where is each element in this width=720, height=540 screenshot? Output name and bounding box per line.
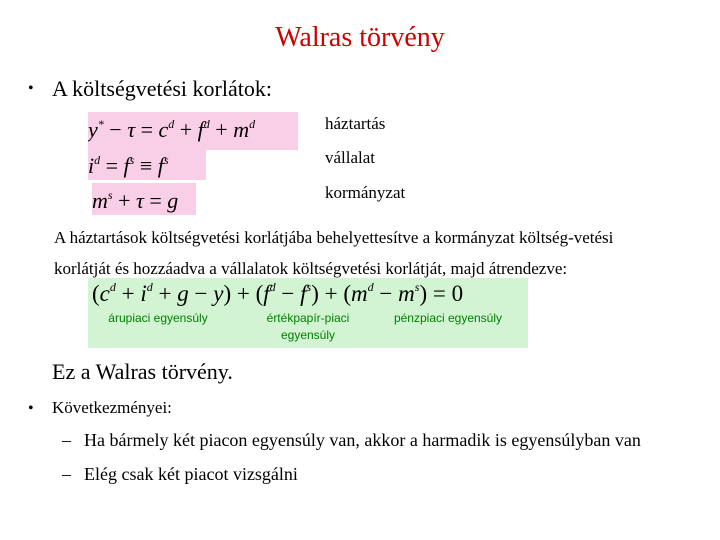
firm-equation: $i^d = f^s \equiv f^s$ — [88, 148, 206, 180]
label-securities-market-2: egyensúly — [280, 328, 336, 342]
label-government: kormányzat — [325, 183, 406, 202]
consequence-dash: – — [62, 430, 71, 450]
paragraph-line-2: korlátját és hozzáadva a vállalatok költségvetési korlátját, majd átrendezve: — [54, 259, 568, 278]
bullet-dot: • — [28, 80, 34, 97]
bullet-constraints: A költségvetési korlátok: — [52, 76, 272, 101]
walras-statement: Ez a Walras törvény. — [52, 359, 233, 384]
consequence-dash: – — [62, 464, 71, 484]
label-firm: vállalat — [325, 148, 376, 167]
bullet-dot: • — [28, 400, 34, 417]
household-equation: $y^* - \tau = c^d + f^d + m^d$ — [88, 112, 298, 150]
combined-equation-box — [88, 278, 528, 348]
paragraph-line-1: A háztartások költségvetési korlátjába behelyettesítve a kormányzat költség-vetési — [54, 228, 614, 247]
label-money-market: pénzpiaci egyensúly — [393, 311, 503, 325]
label-securities-market-1: értékpapír-piaci — [266, 311, 350, 325]
slide-title: Walras törvény — [275, 22, 445, 53]
consequence-2: Elég csak két piacot vizsgálni — [84, 464, 298, 484]
combined-equation: $(c^d + i^d + g - y) + (f^d - f^s) + (m^d - m^s) = 0$ — [92, 280, 464, 306]
bullet-consequences: Következményei: — [52, 398, 172, 417]
label-goods-market: árupiaci egyensúly — [108, 311, 208, 325]
government-equation: $m^s + \tau = g$ — [92, 183, 196, 215]
label-household: háztartás — [325, 114, 386, 133]
consequence-1: Ha bármely két piacon egyensúly van, akkor a harmadik is egyensúlyban van — [84, 430, 641, 450]
